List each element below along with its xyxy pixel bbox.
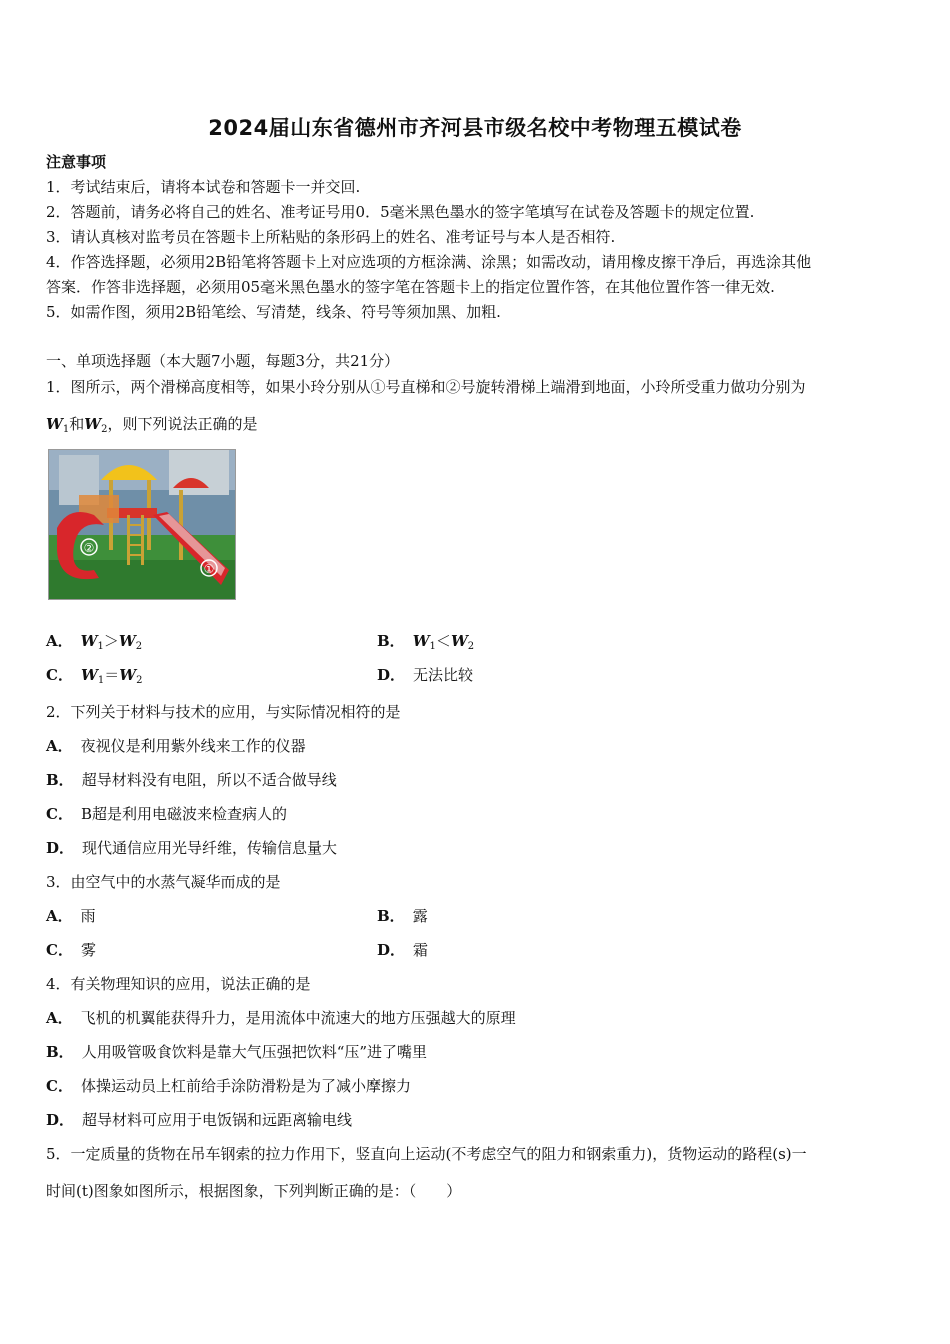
q2-option-c: C． B超是利用电磁波来检查病人的 [46, 805, 287, 823]
q1-option-b: B． $W_1<W_2$ [377, 632, 475, 652]
q3-option-c: C． 雾 [46, 941, 96, 959]
q5-stem-line1: 5．一定质量的货物在吊车钢索的拉力作用下，竖直向上运动(不考虑空气的阻力和钢索重力)，货物运动的路程(s)一 [46, 1145, 807, 1163]
notice-item: 4．作答选择题，必须用2B铅笔将答题卡上对应选项的方框涂满、涂黑；如需改动，请用橡皮擦干净后，再选涂其他 [46, 253, 812, 271]
slide-label-2: ② [83, 541, 95, 555]
notice-heading: 注意事项 [46, 153, 107, 171]
q2-stem: 2．下列关于材料与技术的应用，与实际情况相符的是 [46, 703, 401, 721]
q5-stem-line2: 时间(t)图象如图所示，根据图象，下列判断正确的是：（ ） [46, 1182, 462, 1200]
q2-option-a: A． 夜视仪是利用紫外线来工作的仪器 [46, 737, 306, 755]
q2-option-b: B． 超导材料没有电阻，所以不适合做导线 [46, 771, 337, 789]
section-heading: 一、单项选择题（本大题7小题，每题3分，共21分） [46, 352, 400, 370]
q4-option-d: D． 超导材料可应用于电饭锅和远距离输电线 [46, 1111, 353, 1129]
q1-option-a: A． $W_1>W_2$ [46, 632, 143, 652]
exam-title: 2024届山东省德州市齐河县市级名校中考物理五模试卷 [208, 116, 742, 140]
notice-item: 答案．作答非选择题，必须用05毫米黑色墨水的签字笔在答题卡上的指定位置作答，在其他位置作答一律无效. [46, 278, 775, 296]
q3-option-b: B． 露 [377, 907, 428, 925]
q1-option-c: C． $W_1=W_2$ [46, 666, 143, 686]
notice-item: 1．考试结束后，请将本试卷和答题卡一并交回. [46, 178, 361, 196]
notice-item: 3．请认真核对监考员在答题卡上所粘贴的条形码上的姓名、准考证号与本人是否相符. [46, 228, 616, 246]
q1-stem-line1: 1．图所示，两个滑梯高度相等，如果小玲分别从①号直梯和②号旋转滑梯上端滑到地面，小玲所受重力做功分别为 [46, 378, 806, 396]
notice-item: 2．答题前，请务必将自己的姓名、准考证号用0．5毫米黑色墨水的签字笔填写在试卷及答题卡的规定位置. [46, 203, 755, 221]
q4-option-b: B． 人用吸管吸食饮料是靠大气压强把饮料“压”进了嘴里 [46, 1043, 428, 1061]
playground-slide-photo [48, 449, 236, 600]
q3-option-a: A． 雨 [46, 907, 96, 925]
q1-option-d: D． 无法比较 [377, 666, 474, 684]
notice-item: 5．如需作图，须用2B铅笔绘、写清楚，线条、符号等须加黑、加粗. [46, 303, 501, 321]
q4-stem: 4．有关物理知识的应用，说法正确的是 [46, 975, 311, 993]
q4-option-a: A． 飞机的机翼能获得升力，是用流体中流速大的地方压强越大的原理 [46, 1009, 516, 1027]
q3-stem: 3．由空气中的水蒸气凝华而成的是 [46, 873, 281, 891]
slide-label-1: ① [203, 562, 215, 576]
q1-stem-line2: $W_1$和$W_2$，则下列说法正确的是 [46, 415, 258, 435]
q2-option-d: D． 现代通信应用光导纤维，传输信息量大 [46, 839, 338, 857]
q3-option-d: D． 霜 [377, 941, 429, 959]
q4-option-c: C． 体操运动员上杠前给手涂防滑粉是为了减小摩擦力 [46, 1077, 411, 1095]
